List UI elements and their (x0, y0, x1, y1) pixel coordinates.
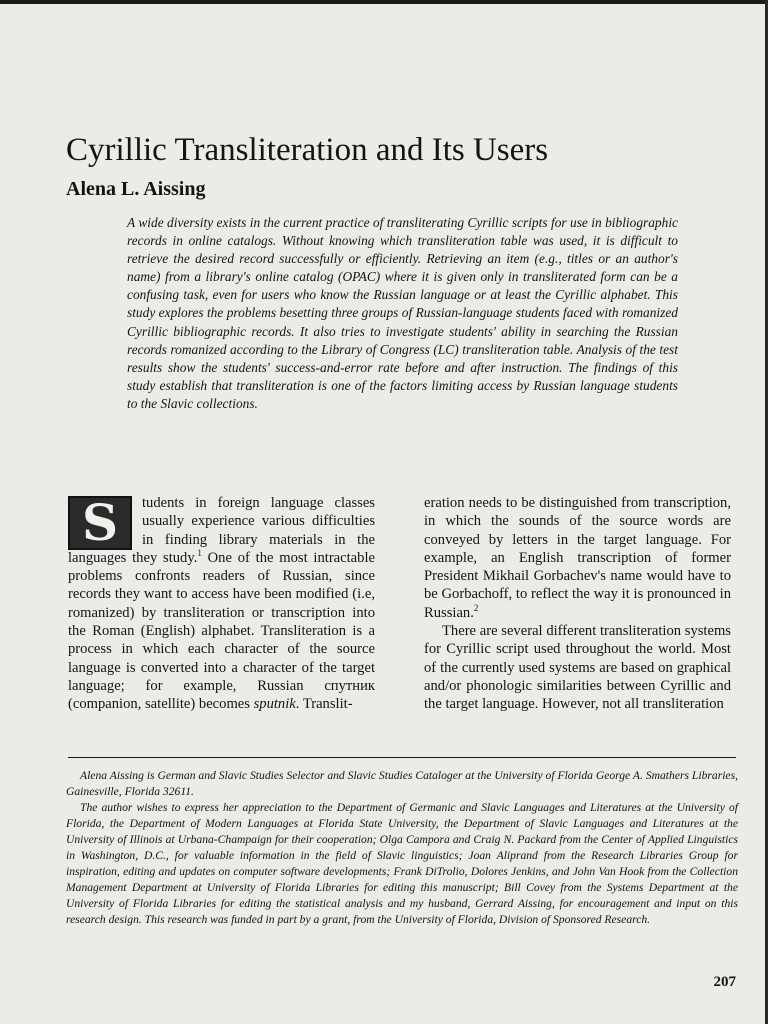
footnote-block (66, 768, 738, 928)
body-column-left (68, 494, 375, 714)
acknowledgment-note: The author wishes to express her appreciation to the Department of Germanic and Slavic Languages and Literatures at the University of Florida, the Department of Modern Languages at Florida State University, the Department of Slavic Languages and Literatures at the University of Illinois at Urbana-Champaign for their cooperation; Olga Campora and Craig N. Packard from the Center of Applied Linguistics in Washington, D.C., for valuable information in the field of Slavic linguistics; Joan Aliprand from the Research Libraries Group for inspiration, editing and updates on computer software developments; Frank DiTrolio, Dolores Jenkins, and John Van Hook from the Collection Management Department at University of Florida Libraries for editing this manuscript; Bill Covey from the Systems Department at the University of Florida Libraries for editing the statistical analysis and my husband, Gerrard Aissing, for encouragement and input on this research design. This research was funded in part by a grant, from the University of Florida, Division of Sponsored Research. (66, 801, 738, 926)
footnote-ref-2: 2 (473, 602, 479, 613)
page-top-edge (0, 0, 768, 4)
article-author: Alena L. Aissing (66, 178, 206, 200)
body-text-left-end: . Translit- (295, 696, 353, 713)
body-column-right (424, 494, 731, 714)
article-title: Cyrillic Transliteration and Its Users (66, 132, 549, 168)
footnote-divider (68, 757, 736, 758)
body-paragraph-2: There are several different transliteration systems for Cyrillic script used throughout the world. Most of the currently used systems are based on graphical and/or phonologic similarities between Cyrillic and the target language. However, not all transliteration (424, 623, 731, 713)
page-number: 207 (713, 974, 736, 990)
body-text-left-mid2: (companion, satellite) becomes (68, 696, 254, 713)
drop-cap-letter: S (81, 493, 119, 552)
russian-word: спутник (324, 677, 375, 694)
transliterated-word: sputnik (253, 696, 296, 713)
body-text-intro: tudents in foreign language classes usually experience various difficulties in finding library materials in the languages they study. (68, 495, 375, 566)
body-text-left-mid: One of the most intractable problems confronts readers of Russian, since records they want to access have been modified (i.e, romanized) by transliteration or transcription into the Roman (English) alphabet. Transliteration is a process in which each character of the source language is converted into a character of the target language; for example, Russian (68, 549, 375, 694)
body-text-right-p1: eration needs to be distinguished from transcription, in which the sounds of the source words are conveyed by letters in the target language. For example, an English transcription of former President Mikhail Gorbachev's name would have to be Gorbachoff, to reflect the way it is pronounced in Russian. (424, 495, 731, 621)
body-paragraph-1 (424, 494, 731, 622)
footnote-ref-1: 1 (197, 548, 202, 559)
drop-cap-ornament (68, 493, 132, 552)
article-abstract: A wide diversity exists in the current practice of transliterating Cyrillic scripts for use in bibliographic records in online catalogs. Without knowing which transliteration table was used, it is difficult to retrieve the desired record successfully or efficiently. Retrieving an item (e.g., titles or an author's name) from a library's online catalog (OPAC) where it is given only in transliterated form can be a confusing task, even for users who know the Russian language or at least the Cyrillic alphabet. This study explores the problems besetting three groups of Russian-language students faced with romanized Cyrillic bibliographic records. It also tries to investigate students' ability in searching the Russian records romanized according to the Library of Congress (LC) transliteration table. Analysis of the test results show the students' success-and-error rate before and after instruction. The findings of this study establish that transliteration is one of the factors limiting access by Russian language students to the Slavic collections. (127, 215, 678, 411)
author-affiliation-note: Alena Aissing is German and Slavic Studies Selector and Slavic Studies Cataloger at the University of Florida George A. Smathers Libraries, Gainesville, Florida 32611. (66, 769, 738, 798)
